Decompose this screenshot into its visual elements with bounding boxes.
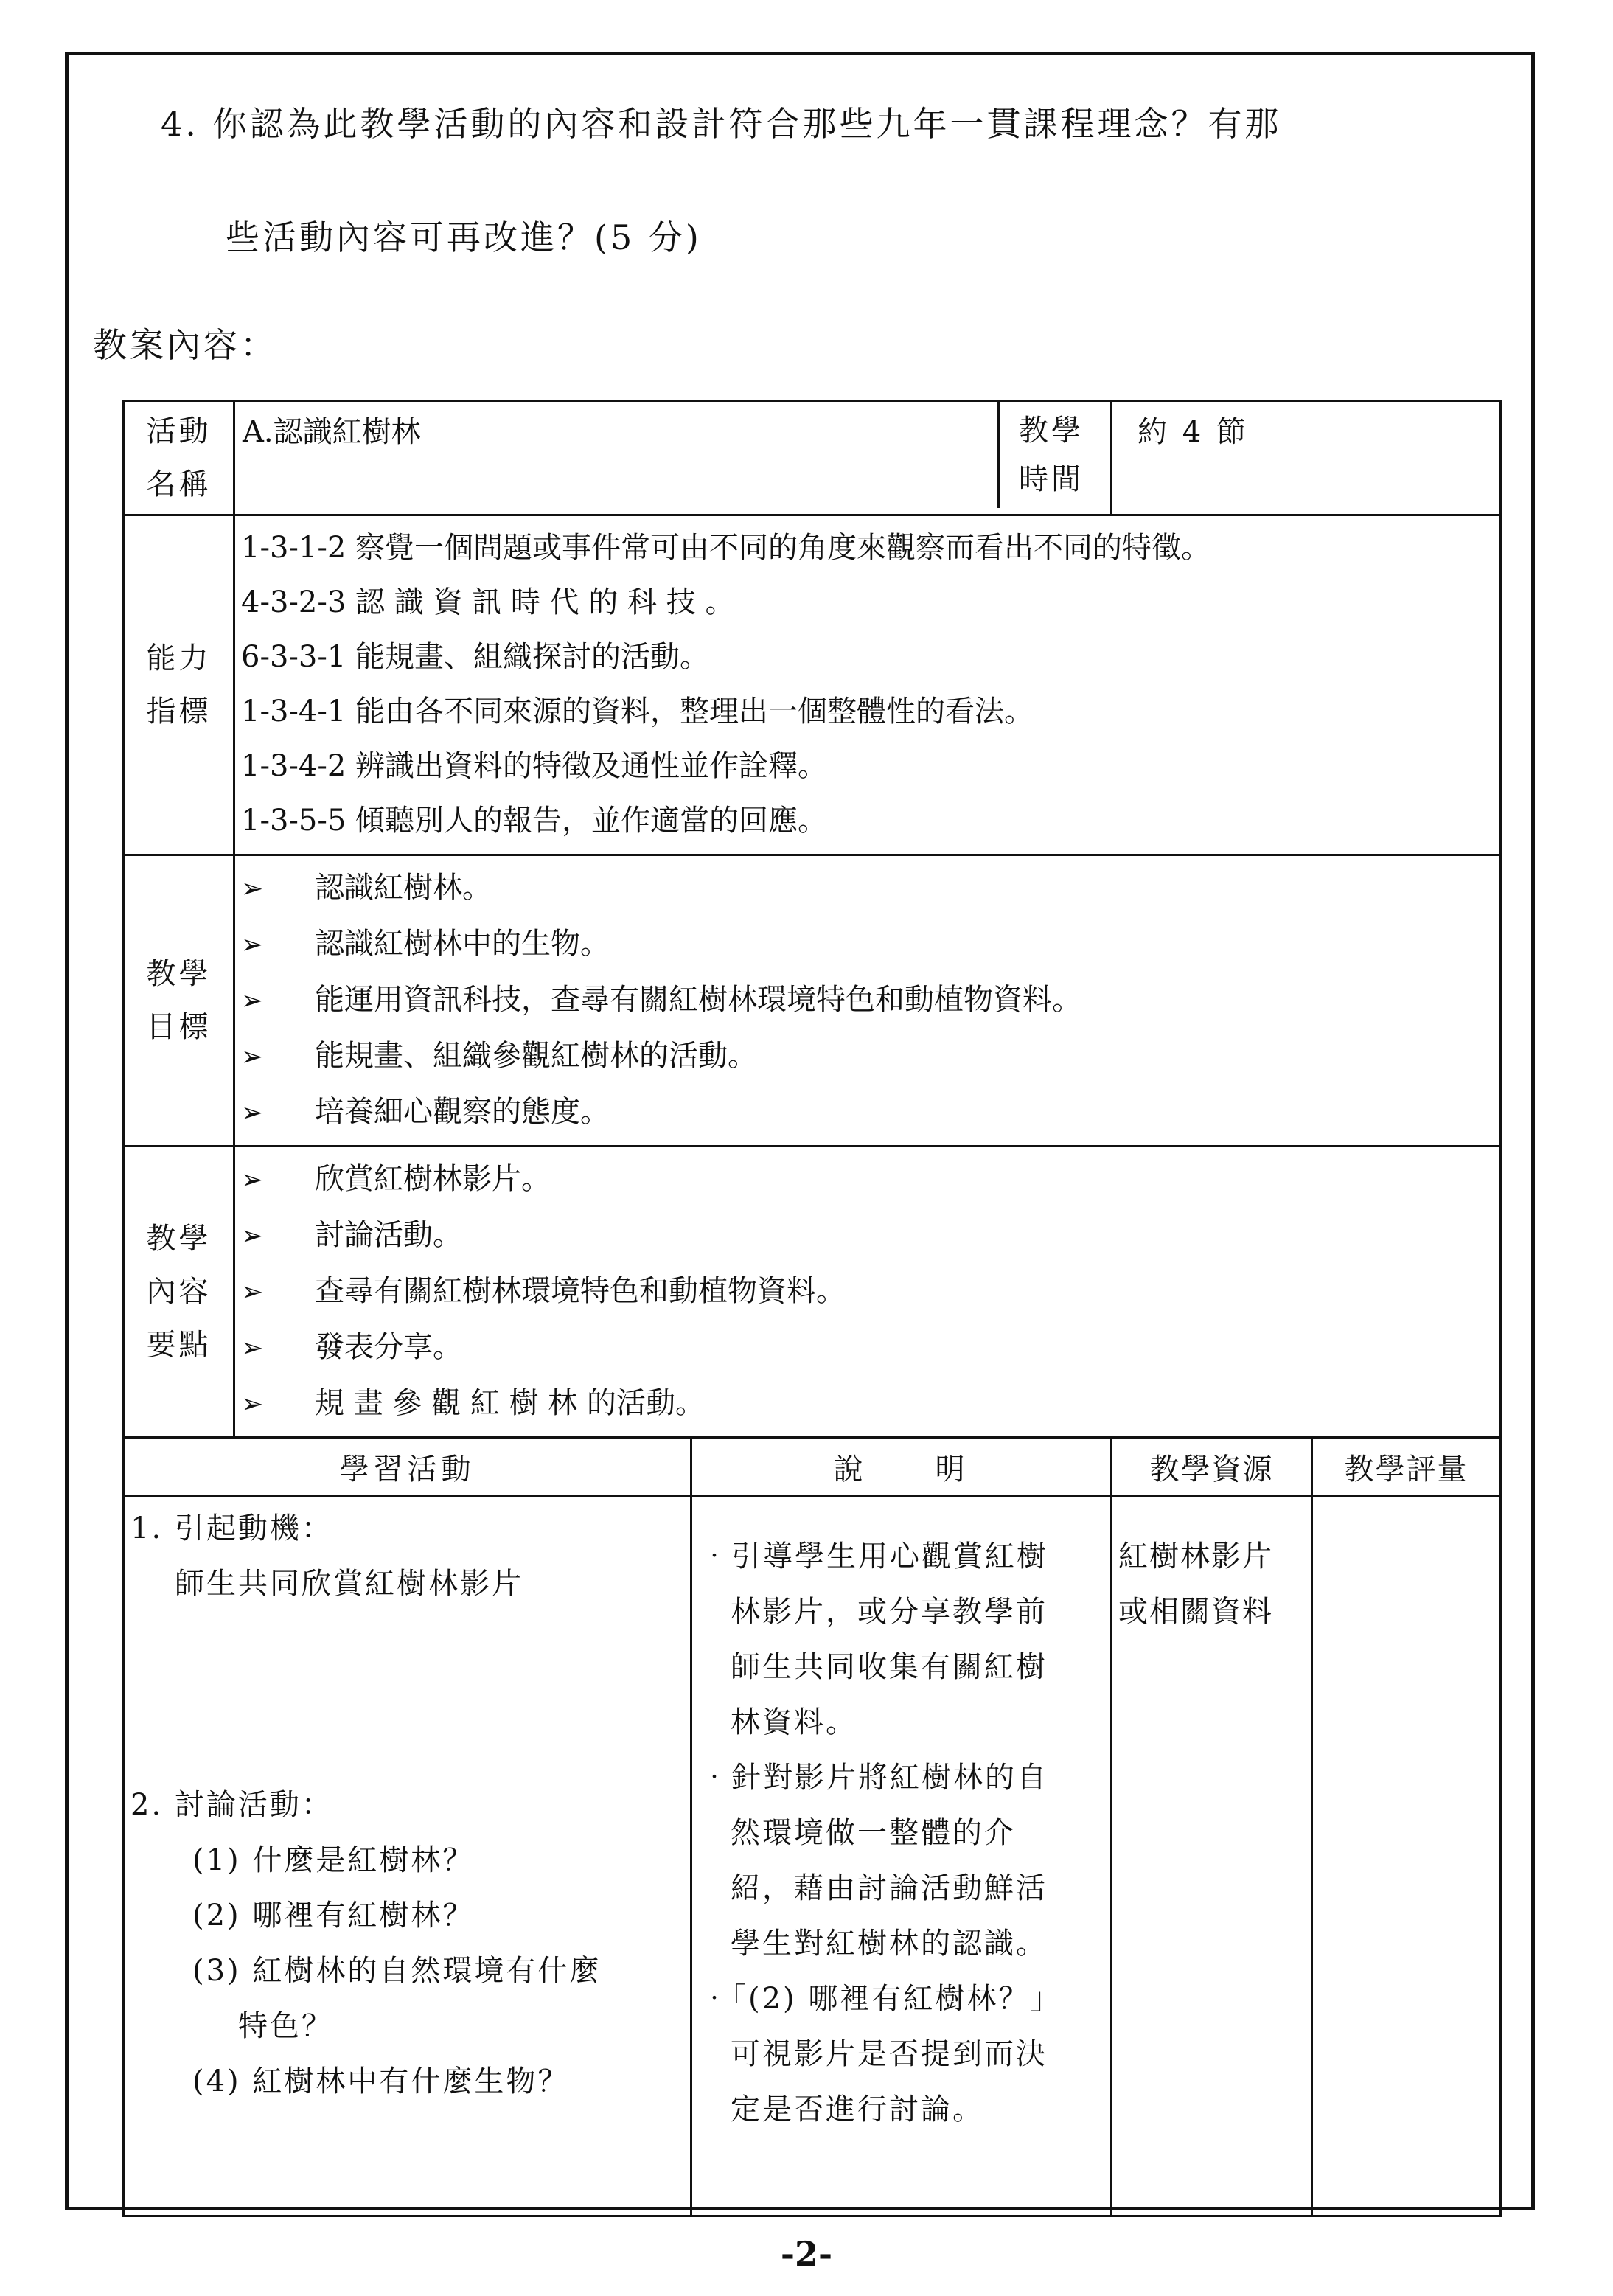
teaching-time-label: 教學 時間: [997, 402, 1103, 508]
description-line: 紹，藉由討論活動鮮活: [731, 1871, 1048, 1905]
question-line-2: 些活動內容可再改進？(5 分): [226, 218, 702, 257]
description-cell: [691, 1496, 1112, 2216]
ability-item: 1-3-4-2 辨識出資料的特徵及通性並作詮釋。: [241, 749, 828, 783]
header-learning-activity: 學習活動: [124, 1438, 691, 1496]
arrow-bullet-icon: ➢: [241, 1098, 264, 1128]
description-line: 林影片，或分享教學前: [731, 1595, 1048, 1629]
description-line: 可視影片是否提到而決: [731, 2037, 1048, 2071]
goal-item: ➢ 能規畫、組織參觀紅樹林的活動。: [241, 1029, 1494, 1085]
header-evaluation: 教學評量: [1312, 1438, 1501, 1496]
lesson-plan-table: [122, 400, 1502, 2217]
header-resource: 教學資源: [1112, 1438, 1312, 1496]
arrow-bullet-icon: ➢: [241, 1221, 264, 1251]
activity-item-detail: 師生共同欣賞紅樹林影片: [175, 1567, 523, 1601]
activity-item-title: 2. 討論活動：: [130, 1788, 333, 1822]
description-line: ‧引導學生用心觀賞紅樹: [700, 1540, 1048, 1573]
description-line: 定是否進行討論。: [731, 2093, 984, 2126]
description-line: ‧「(2) 哪裡有紅樹林？」: [700, 1982, 1062, 2016]
content-row: [124, 1147, 1501, 1438]
content-item: ➢ 討論活動。: [241, 1208, 1494, 1264]
discussion-question: (2) 哪裡有紅樹林？: [192, 1899, 475, 1933]
goal-row: [124, 855, 1501, 1147]
ability-item: 1-3-4-1 能由各不同來源的資料，整理出一個整體性的看法。: [241, 695, 1034, 728]
resource-cell: [1112, 1496, 1312, 2216]
arrow-bullet-icon: ➢: [241, 930, 264, 960]
discussion-question: (3) 紅樹林的自然環境有什麼: [192, 1954, 602, 1988]
arrow-bullet-icon: ➢: [241, 1165, 264, 1195]
activity-detail-row: [124, 1496, 1501, 2216]
ability-row: [124, 515, 1501, 855]
activity-item-title: 1. 引起動機：: [130, 1511, 333, 1545]
arrow-bullet-icon: ➢: [241, 1333, 264, 1363]
teaching-time-value: 約 4 節: [1112, 401, 1501, 515]
activity-name-row: [124, 401, 1501, 515]
arrow-bullet-icon: ➢: [241, 986, 264, 1016]
arrow-bullet-icon: ➢: [241, 1277, 264, 1307]
activity-name-text: A.認識紅樹林: [243, 415, 421, 449]
description-line: 學生對紅樹林的認識。: [731, 1927, 1048, 1961]
question-line-1: 4. 你認為此教學活動的內容和設計符合那些九年一貫課程理念？有那: [161, 104, 1282, 144]
content-item: ➢ 查尋有關紅樹林環境特色和動植物資料。: [241, 1264, 1494, 1320]
description-line: 林資料。: [731, 1705, 857, 1739]
content-item: ➢ 欣賞紅樹林影片。: [241, 1152, 1494, 1208]
goal-item: ➢ 認識紅樹林。: [241, 860, 1494, 916]
content-list: [234, 1147, 1501, 1438]
activity-name-value: [234, 401, 1112, 515]
evaluation-cell: [1312, 1496, 1501, 2216]
discussion-question-cont: 特色？: [238, 2009, 333, 2043]
goal-list: [234, 855, 1501, 1147]
activity-name-label: 活動 名稱: [124, 401, 234, 515]
goal-item: ➢ 培養細心觀察的態度。: [241, 1085, 1494, 1141]
content-label: 教學 內容 要點: [124, 1147, 234, 1438]
description-line: 然環境做一整體的介: [731, 1816, 1016, 1850]
activity-header-row: [124, 1438, 1501, 1496]
ability-list: [234, 515, 1501, 855]
description-line: 師生共同收集有關紅樹: [731, 1650, 1048, 1684]
page-number: -2-: [780, 2234, 833, 2274]
ability-item: 1-3-5-5 傾聽別人的報告，並作適當的回應。: [241, 804, 828, 838]
goal-item: ➢ 能運用資訊科技，查尋有關紅樹林環境特色和動植物資料。: [241, 973, 1494, 1029]
header-description: 說 明: [691, 1438, 1112, 1496]
arrow-bullet-icon: ➢: [241, 1042, 264, 1072]
goal-item: ➢ 認識紅樹林中的生物。: [241, 916, 1494, 973]
arrow-bullet-icon: ➢: [241, 874, 264, 904]
resource-line: 紅樹林影片: [1118, 1540, 1274, 1573]
section-label: 教案內容：: [93, 325, 277, 365]
ability-item: 6-3-3-1 能規畫、組織探討的活動。: [241, 640, 710, 674]
arrow-bullet-icon: ➢: [241, 1389, 264, 1419]
ability-label: 能力 指標: [124, 515, 234, 855]
goal-label: 教學 目標: [124, 855, 234, 1147]
ability-item: 4-3-2-3 認 識 資 訊 時 代 的 科 技 。: [241, 585, 735, 619]
content-item: ➢ 規 畫 參 觀 紅 樹 林 的活動。: [241, 1376, 1494, 1432]
discussion-question: (4) 紅樹林中有什麼生物？: [192, 2064, 570, 2098]
resource-line: 或相關資料: [1118, 1595, 1274, 1629]
discussion-question: (1) 什麼是紅樹林？: [192, 1843, 475, 1877]
learning-activity-cell: [124, 1496, 691, 2216]
ability-item: 1-3-1-2 察覺一個問題或事件常可由不同的角度來觀察而看出不同的特徵。: [241, 531, 1211, 565]
content-item: ➢ 發表分享。: [241, 1320, 1494, 1376]
description-line: ‧針對影片將紅樹林的自: [700, 1761, 1048, 1795]
